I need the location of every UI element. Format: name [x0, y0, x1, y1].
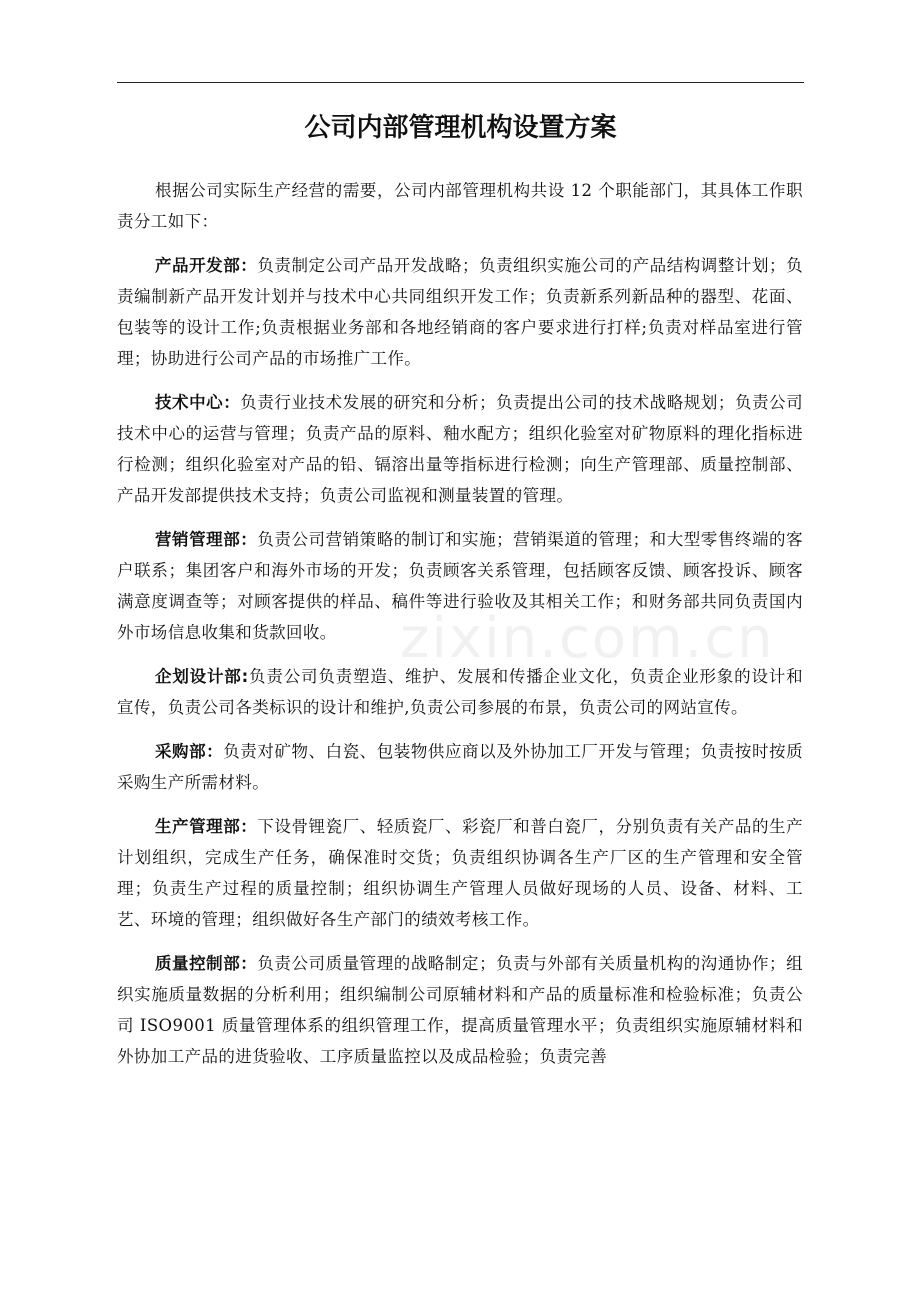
section-product-development: [117, 250, 803, 374]
section-heading: 技术中心：: [155, 393, 241, 412]
section-technology-center: [117, 387, 803, 511]
section-text: 负责对矿物、白瓷、包装物供应商以及外协加工厂开发与管理；负责按时按质采购生产所需材料。: [117, 742, 803, 792]
section-marketing-management: [117, 524, 803, 648]
section-production-management: [117, 811, 803, 935]
section-heading: 营销管理部：: [155, 530, 258, 549]
section-heading: 生产管理部：: [155, 817, 258, 836]
section-text: 负责行业技术发展的研究和分析；负责提出公司的技术战略规划；负责公司技术中心的运营与管理；负责产品的原料、釉水配方；组织化验室对矿物原料的理化指标进行检测；组织化验室对产品的铅、镉溶出量等指标进行检测；向生产管理部、质量控制部、产品开发部提供技术支持；负责公司监视和测量装置的管理。: [117, 393, 804, 505]
section-purchasing: [117, 736, 803, 798]
section-heading: 企划设计部:: [155, 667, 249, 686]
page-title: 公司内部管理机构设置方案: [304, 113, 617, 143]
intro-paragraph: 根据公司实际生产经营的需要，公司内部管理机构共设 12 个职能部门，其具体工作职责分工如下：: [117, 181, 803, 231]
section-text: 负责公司负责塑造、维护、发展和传播企业文化，负责企业形象的设计和宣传，负责公司各类标识的设计和维护,负责公司参展的布景，负责公司的网站宣传。: [117, 667, 803, 717]
section-heading: 产品开发部：: [155, 256, 258, 275]
section-text: 负责公司营销策略的制订和实施；营销渠道的管理；和大型零售终端的客户联系；集团客户和海外市场的开发；负责顾客关系管理，包括顾客反馈、顾客投诉、顾客满意度调查等；对顾客提供的样品、稿件等进行验收及其相关工作；和财务部共同负责国内外市场信息收集和货款回收。: [117, 530, 803, 642]
header-rule: [117, 82, 804, 83]
section-heading: 采购部：: [155, 742, 224, 761]
section-text: 负责制定公司产品开发战略；负责组织实施公司的产品结构调整计划；负责编制新产品开发计划并与技术中心共同组织开发工作；负责新系列新品种的器型、花面、包装等的设计工作;负责根据业务部和各地经销商的客户要求进行打样;负责对样品室进行管理；协助进行公司产品的市场推广工作。: [117, 256, 803, 368]
watermark: zixin.com.cn: [400, 606, 775, 671]
section-text: 下设骨锂瓷厂、轻质瓷厂、彩瓷厂和普白瓷厂，分别负责有关产品的生产计划组织，完成生产任务，确保准时交货；负责组织协调各生产厂区的生产管理和安全管理；负责生产过程的质量控制；组织协调生产管理人员做好现场的人员、设备、材料、工艺、环境的管理；组织做好各生产部门的绩效考核工作。: [117, 817, 803, 929]
section-heading: 质量控制部：: [155, 954, 258, 973]
section-planning-design: [117, 661, 803, 723]
section-quality-control: [117, 948, 803, 1072]
section-text: 负责公司质量管理的战略制定；负责与外部有关质量机构的沟通协作；组织实施质量数据的分析利用；组织编制公司原辅材料和产品的质量标准和检验标准；负责公司 ISO9001 质量管理体系的组织管理工作，提高质量管理水平；负责组织实施原辅材料和外协加工产品的进货验收、工序质量监控以及成品检验；负责完善: [117, 954, 803, 1066]
document-body: [117, 175, 803, 1085]
